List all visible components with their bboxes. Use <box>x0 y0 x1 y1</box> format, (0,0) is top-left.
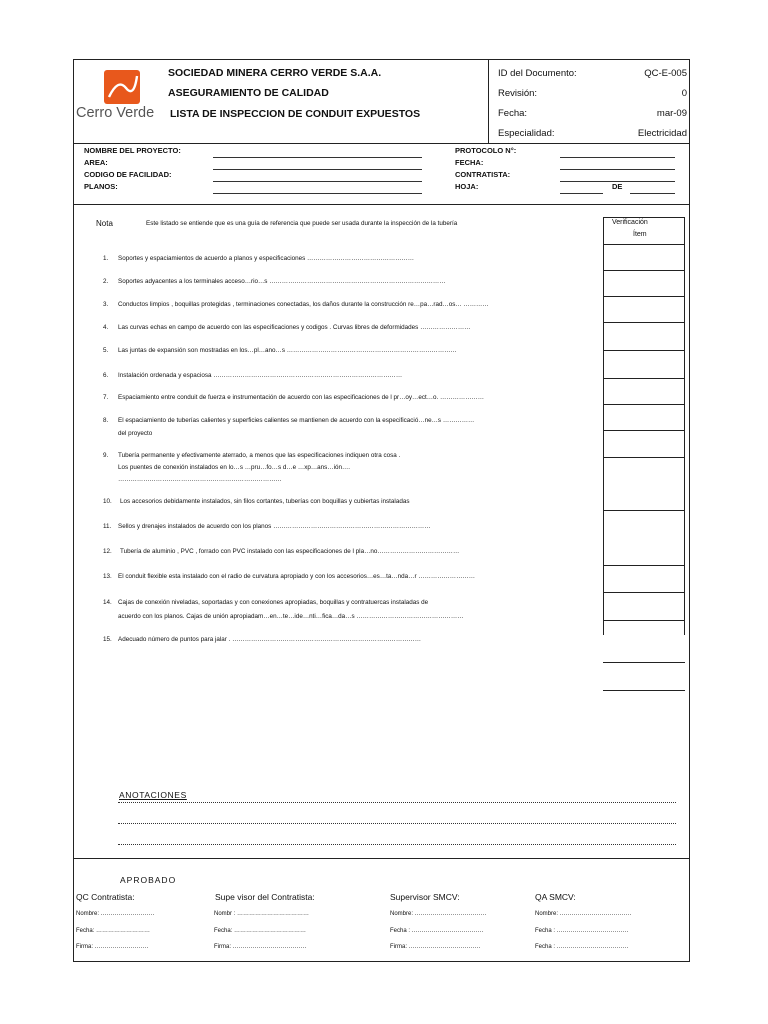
annotation-line[interactable] <box>118 823 676 824</box>
label-of: DE <box>612 182 623 191</box>
meta-value-doc-id: QC-E-005 <box>644 68 687 79</box>
verification-cell-border <box>603 270 685 271</box>
item-number: 13. <box>103 573 112 580</box>
verification-cell-border <box>603 510 685 511</box>
header-divider <box>73 143 690 144</box>
approval-field[interactable]: Nombre: ……………………… <box>76 911 155 917</box>
item-text: Conductos limpios , boquillas protegidas , terminaciones conectadas, los daños durante la construcción re…pa…rad…os… ………… <box>118 301 489 308</box>
meta-value-revision: 0 <box>681 88 687 99</box>
approval-field[interactable]: Firma: ……………………… <box>76 944 149 950</box>
item-number: 6. <box>103 372 109 379</box>
item-text: El espaciamiento de tuberías calientes y superficies calientes se mantienen de acuerdo con la especificació…ne…s …………… <box>118 417 475 424</box>
field-project-name[interactable] <box>213 157 422 158</box>
verification-extra-line <box>603 662 685 663</box>
meta-value-date: mar-09 <box>656 108 687 119</box>
item-text: …………………………………………………………………… <box>118 476 282 483</box>
verification-cell-border <box>603 592 685 593</box>
label-project-name: NOMBRE DEL PROYECTO: <box>84 146 181 155</box>
item-number: 9. <box>103 452 109 459</box>
item-text: acuerdo con los planos. Cajas de unión apropiadam…en…te…ide…nti…fica…da…s …………………………………………… <box>118 613 464 620</box>
verification-extra-line <box>603 690 685 691</box>
label-facility-code: CODIGO DE FACILIDAD: <box>84 170 172 179</box>
item-number: 14. <box>103 599 112 606</box>
verification-column <box>603 217 685 635</box>
company-logo <box>104 70 140 104</box>
field-sheet-total[interactable] <box>630 193 675 194</box>
verification-cell-border <box>603 322 685 323</box>
approval-field[interactable]: Nombre: ……………………………… <box>390 911 487 917</box>
approval-heading-smcv-supervisor: Supervisor SMCV: <box>390 892 460 902</box>
approval-field[interactable]: Firma: ……………………………… <box>390 944 481 950</box>
item-number: 1. <box>103 255 109 262</box>
verification-cell-border <box>603 457 685 458</box>
item-number: 3. <box>103 301 109 308</box>
verification-header-item: Ítem <box>633 231 647 238</box>
label-drawings: PLANOS: <box>84 182 118 191</box>
approval-field[interactable]: Fecha : ……………………………… <box>535 928 629 934</box>
verification-top-border <box>603 217 685 218</box>
item-text: Cajas de conexión niveladas, soportadas y con conexiones apropiadas, boquillas y contratuercas instaladas de <box>118 599 429 606</box>
item-text: Las juntas de expansión son mostradas en los…pl…ano…s ……………………………………………………………………… <box>118 347 457 354</box>
note-label: Nota <box>96 219 113 228</box>
company-name: SOCIEDAD MINERA CERRO VERDE S.A.A. <box>168 67 382 79</box>
annotations-label: ANOTACIONES <box>119 790 187 800</box>
approval-heading-qc-contractor: QC Contratista: <box>76 892 135 902</box>
annotation-line[interactable] <box>118 844 676 845</box>
header-meta-divider <box>488 59 489 143</box>
approval-field[interactable]: Fecha: ……………………………… <box>214 928 307 934</box>
item-number: 10. <box>103 498 112 505</box>
item-text: Soportes adyacentes a los terminales acceso…rio…s ………………………………………………………………………… <box>118 278 446 285</box>
verification-header: Verificación <box>612 219 648 226</box>
verification-cell-border <box>603 430 685 431</box>
label-area: AREA: <box>84 158 108 167</box>
verification-cell-border <box>603 296 685 297</box>
field-date[interactable] <box>560 169 675 170</box>
item-text: Sellos y drenajes instalados de acuerdo con los planos ………………………………………………………………… <box>118 523 431 530</box>
meta-value-specialty: Electricidad <box>637 128 687 139</box>
item-text: El conduit flexible esta instalado con el radio de curvatura apropiado y con los accesorios…es…ta…nda…r ……………………… <box>118 573 475 580</box>
item-number: 15. <box>103 636 112 643</box>
verification-cell-border <box>603 404 685 405</box>
label-sheet: HOJA: <box>455 182 479 191</box>
item-number: 8. <box>103 417 109 424</box>
verification-cell-border <box>603 350 685 351</box>
label-protocol: PROTOCOLO N°: <box>455 146 517 155</box>
note-text: Este listado se entiende que es una guía de referencia que puede ser usada durante la inspección de la tubería <box>146 220 458 227</box>
meta-label-specialty: Especialidad: <box>498 128 555 139</box>
item-text: del proyecto <box>118 430 153 437</box>
verification-cell-border <box>603 565 685 566</box>
item-number: 5. <box>103 347 109 354</box>
item-text: Tubería permanente y efectivamente aterrado, a menos que las especificaciones indiquen otra cosa . <box>118 452 401 459</box>
item-text: Adecuado número de puntos para jalar . ……………………………………………………………………………… <box>118 636 422 643</box>
item-number: 4. <box>103 324 109 331</box>
form-frame <box>73 59 690 962</box>
field-protocol[interactable] <box>560 157 675 158</box>
verification-cell-border <box>603 244 685 245</box>
field-drawings[interactable] <box>213 193 422 194</box>
approval-field[interactable]: Nombr : ……………………………… <box>214 911 310 917</box>
item-number: 7. <box>103 394 109 401</box>
meta-label-doc-id: ID del Documento: <box>498 68 577 79</box>
item-text: Los puentes de conexión instalados en lo…s …pru…fo…s d…e …xp…ans…ión…. <box>118 464 351 471</box>
field-area[interactable] <box>213 169 422 170</box>
field-sheet[interactable] <box>560 193 603 194</box>
form-title: LISTA DE INSPECCION DE CONDUIT EXPUESTOS <box>170 108 421 120</box>
item-text: Tubería de aluminio , PVC , forrado con PVC instalado con las especificaciones de l pla…no………………………………… <box>120 548 460 555</box>
item-number: 11. <box>103 523 112 530</box>
label-date: FECHA: <box>455 158 484 167</box>
meta-label-date: Fecha: <box>498 108 528 119</box>
approval-heading-contractor-supervisor: Supe visor del Contratista: <box>215 892 315 902</box>
item-text: Soportes y espaciamientos de acuerdo a planos y especificaciones …………………………………………… <box>118 255 415 262</box>
item-text: Los accesorios debidamente instalados, sin filos cortantes, tuberías con boquillas y cubiertas instaladas <box>120 498 410 505</box>
item-number: 12. <box>103 548 112 555</box>
approval-heading-qa-smcv: QA SMCV: <box>535 892 576 902</box>
verification-cell-border <box>603 620 685 621</box>
label-contractor: CONTRATISTA: <box>455 170 511 179</box>
approval-field[interactable]: Fecha : ……………………………… <box>535 944 629 950</box>
approval-field[interactable]: Fecha: ……………………… <box>76 928 151 934</box>
item-number: 2. <box>103 278 109 285</box>
approval-field[interactable]: Firma: ………………………………. <box>214 944 307 950</box>
item-text: Las curvas echas en campo de acuerdo con las especificaciones y codigos . Curvas libres de deformidades …………………… <box>118 324 471 331</box>
verification-cell-border <box>603 378 685 379</box>
department-name: ASEGURAMIENTO DE CALIDAD <box>168 87 329 99</box>
field-facility-code[interactable] <box>213 181 422 182</box>
approval-divider <box>73 858 690 859</box>
approval-title: APROBADO <box>120 875 177 885</box>
annotation-line[interactable] <box>118 802 676 803</box>
fields-divider <box>73 204 690 205</box>
item-text: Instalación ordenada y espaciosa ……………………………………………………………………………… <box>118 372 403 379</box>
meta-label-revision: Revisión: <box>498 88 538 99</box>
approval-field[interactable]: Nombre: ……………………………… <box>535 911 632 917</box>
logo-text: Cerro Verde <box>76 105 155 121</box>
approval-field[interactable]: Fecha : ……………………………… <box>390 928 484 934</box>
item-text: Espaciamiento entre conduit de fuerza e instrumentación de acuerdo con las especificaciones de l pr…oy…ect…o. ………………… <box>118 394 485 401</box>
